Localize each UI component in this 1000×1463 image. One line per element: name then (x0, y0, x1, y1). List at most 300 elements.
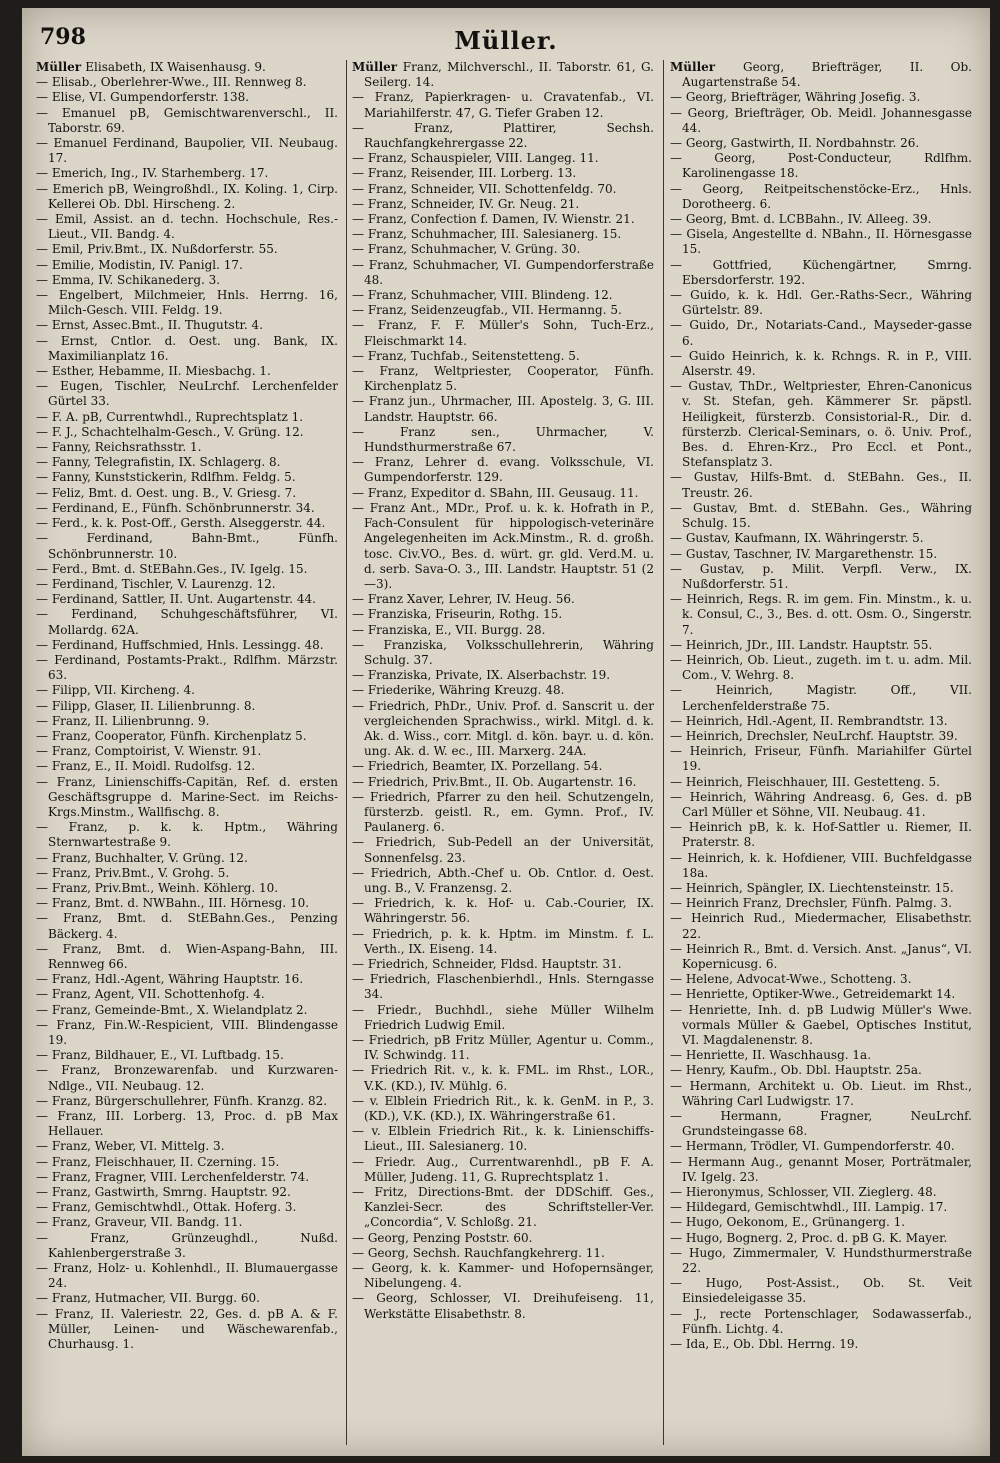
entry-text: — Franz, Fragner, VIII. Lerchenfelderstr. 74. (36, 1169, 310, 1184)
directory-entry (352, 60, 654, 90)
entry-surname: Müller (352, 60, 403, 74)
entry-text: — Emilie, Modistin, IV. Panigl. 17. (36, 257, 243, 272)
directory-entry (670, 349, 972, 379)
entry-text: — Hugo, Oekonom, E., Grünangerg. 1. (670, 1215, 906, 1230)
directory-entry (352, 1124, 654, 1154)
entry-text: — Franziska, E., VII. Burgg. 28. (352, 622, 546, 637)
directory-entry (352, 1246, 654, 1261)
directory-entry (352, 668, 654, 683)
directory-entry (36, 334, 338, 364)
entry-text: — Friedrich, Beamter, IX. Porzellang. 54. (352, 759, 603, 774)
entry-text: Elisabeth, IX Waisenhausg. 9. (85, 60, 266, 74)
entry-text: — Emanuel Ferdinand, Baupolier, VII. Neubaug. 17. (36, 136, 338, 166)
entry-text: — Franz, Priv.Bmt., V. Grohg. 5. (36, 865, 230, 880)
entry-text: — Heinrich Rud., Miedermacher, Elisabethstr. 22. (670, 911, 972, 941)
page-number: 798 (40, 24, 86, 50)
entry-text: — Heinrich, Regs. R. im gem. Fin. Minstm., k. u. k. Consul, C., 3., Bes. d. ott. Osm. O., Singerstr. 7. (670, 592, 972, 637)
entry-text: — Franziska, Friseurin, Rothg. 15. (352, 607, 563, 622)
entry-text: — Friedr., Buchhdl., siehe Müller Wilhelm Friedrich Ludwig Emil. (352, 1002, 654, 1032)
directory-entry (352, 151, 654, 166)
directory-entry (36, 516, 338, 531)
directory-entry (36, 744, 338, 759)
entry-text: — Georg, Schlosser, VI. Dreihufeiseng. 11, Werkstätte Elisabethstr. 8. (352, 1291, 654, 1321)
entry-text: — Franz, Plattirer, Sechsh. Rauchfangkehrergasse 22. (352, 120, 654, 151)
column-divider (346, 60, 347, 1445)
entry-text: — v. Elblein Friedrich Rit., k. k. GenM. in P., 3. (KD.), V.K. (KD.), IX. Währingerstraße 61. (352, 1093, 654, 1124)
directory-entry (670, 562, 972, 592)
directory-entry (36, 866, 338, 881)
entry-text: — Friedrich, Schneider, Fldsd. Hauptstr. 31. (352, 956, 622, 971)
entry-text: — Gustav, Kaufmann, IX. Währingerstr. 5. (670, 531, 924, 546)
directory-entry (36, 607, 338, 637)
entry-text: — Georg, Post-Conducteur, Rdlfhm. Karolinengasse 18. (670, 151, 972, 181)
directory-entry (36, 1185, 338, 1200)
directory-entry (352, 166, 654, 181)
entry-text: — Franz, Agent, VII. Schottenhofg. 4. (36, 987, 265, 1002)
entry-text: — Friederike, Währing Kreuzg. 48. (352, 683, 565, 698)
entry-text: — Friedrich, Abth.-Chef u. Ob. Cntlor. d. Oest. ung. B., V. Franzensg. 2. (352, 865, 654, 895)
directory-entry (36, 592, 338, 607)
entry-text: — Franz, Papierkragen- u. Cravatenfab., VI. Mariahilferstr. 47, G. Tiefer Graben 12. (352, 90, 654, 120)
entry-text: — Franz, Gastwirth, Smrng. Hauptstr. 92. (36, 1185, 291, 1200)
directory-entry (352, 242, 654, 257)
entry-text: — Franz, Cooperator, Fünfh. Kirchenplatz 5. (36, 728, 307, 743)
entry-text: — Franz, Linienschiffs-Capitän, Ref. d. ersten Geschäftsgruppe d. Marine-Sect. im Reichs-Krgs.Minstm., Wallfischg. 8. (36, 774, 338, 819)
directory-entry (36, 470, 338, 485)
directory-entry (670, 258, 972, 288)
entry-text: — Hugo, Bognerg. 2, Proc. d. pB G. K. Mayer. (670, 1230, 948, 1245)
entry-text: — Franz, p. k. k. Hptm., Währing Sternwartestraße 9. (36, 820, 338, 850)
entry-text: — Franz, Schuhmacher, VI. Gumpendorferstraße 48. (352, 257, 654, 287)
entry-text: — Franz, Schuhmacher, III. Salesianerg. 15. (352, 227, 622, 242)
directory-entry (352, 1155, 654, 1185)
directory-entry (670, 1231, 972, 1246)
entry-text: — Eugen, Tischler, NeuLrchf. Lerchenfelder Gürtel 33. (36, 379, 338, 409)
column-3 (670, 60, 972, 1448)
entry-text: — Heinrich, Drechsler, NeuLrchf. Hauptstr. 39. (670, 728, 958, 743)
entry-text: — Georg, Gastwirth, II. Nordbahnstr. 26. (670, 136, 920, 151)
directory-page (22, 8, 990, 1456)
directory-entry (352, 607, 654, 622)
directory-entry (36, 379, 338, 409)
entry-surname: Müller (670, 60, 743, 74)
directory-entry (352, 1033, 654, 1063)
directory-entry (670, 1307, 972, 1337)
directory-entry (670, 60, 972, 90)
directory-entry (670, 151, 972, 181)
entry-text: — Franz, Lehrer d. evang. Volksschule, VI. Gumpendorferstr. 129. (352, 455, 654, 485)
entry-text: — Hildegard, Gemischtwhdl., III. Lampig. 17. (670, 1200, 948, 1215)
entry-text: — Hermann, Fragner, NeuLrchf. Grundsteingasse 68. (670, 1109, 972, 1139)
entry-text: — Franz, Gemischtwhdl., Ottak. Hoferg. 3. (36, 1200, 297, 1215)
entry-text: — Gustav, Hilfs-Bmt. d. StEBahn. Ges., II. Treustr. 26. (670, 470, 972, 500)
directory-entry (670, 1079, 972, 1109)
directory-entry (352, 121, 654, 151)
entry-text: — Emanuel pB, Gemischtwarenverschl., II. Taborstr. 69. (36, 105, 338, 135)
entry-text: — Franz, Schneider, IV. Gr. Neug. 21. (352, 196, 580, 211)
directory-entry (352, 364, 654, 394)
entry-text: — Heinrich, Ob. Lieut., zugeth. im t. u. adm. Mil. Com., V. Wehrg. 8. (670, 652, 972, 683)
directory-entry (36, 759, 338, 774)
entry-text: — Hermann Aug., genannt Moser, Porträtmaler, IV. Igelg. 23. (670, 1154, 972, 1184)
directory-entry (670, 1276, 972, 1306)
directory-entry (36, 212, 338, 242)
entry-text: — Emerich pB, Weingroßhdl., IX. Koling. 1, Cirp. Kellerei Ob. Dbl. Hirscheng. 2. (36, 181, 338, 211)
entry-text: — Franz Ant., MDr., Prof. u. k. k. Hofrath in P., Fach-Consulent für hippologisch-veterinäre Angelegenheiten im Ack.Minstm., R. d. großh. tosc. Civ.VO., Bes. d. würt. gr. gld. Verd.M. u. d. serb. Sava-O. 3., III. Landstr. Hauptstr. 51 (2—3). (352, 500, 654, 591)
entry-text: — Franz, Holz- u. Kohlenhdl., II. Blumauergasse 24. (36, 1261, 338, 1291)
entry-text: — Franz, Seidenzeugfab., VII. Hermanng. 5. (352, 303, 622, 318)
directory-entry (36, 987, 338, 1002)
directory-entry (670, 972, 972, 987)
entry-text: — Franz, Bmt. d. NWBahn., III. Hörnesg. 10. (36, 896, 310, 911)
entry-text: — Hermann, Trödler, VI. Gumpendorferstr. 40. (670, 1139, 955, 1154)
directory-entry (670, 820, 972, 850)
entry-text: — Franz, Hutmacher, VII. Burgg. 60. (36, 1291, 260, 1306)
directory-entry (352, 349, 654, 364)
directory-entry (352, 699, 654, 760)
directory-entry (670, 547, 972, 562)
directory-entry (670, 1109, 972, 1139)
entry-text: — Franz, F. F. Müller's Sohn, Tuch-Erz., Fleischmarkt 14. (352, 318, 654, 348)
entry-text: — Heinrich, Magistr. Off., VII. Lerchenfelderstraße 75. (670, 683, 972, 713)
directory-entry (36, 486, 338, 501)
entry-text: — Fanny, Telegrafistin, IX. Schlagerg. 8. (36, 455, 281, 470)
directory-entry (352, 288, 654, 303)
entry-text: — Emil, Priv.Bmt., IX. Nußdorferstr. 55. (36, 242, 278, 257)
directory-entry (352, 227, 654, 242)
directory-entry (670, 470, 972, 500)
directory-entry (670, 90, 972, 105)
entry-text: — Franz sen., Uhrmacher, V. Hundsthurmerstraße 67. (352, 424, 654, 455)
entry-text: — Gottfried, Küchengärtner, Smrng. Ebersdorferstr. 192. (670, 257, 972, 287)
directory-entry (670, 851, 972, 881)
entry-text: — Ida, E., Ob. Dbl. Herrng. 19. (670, 1337, 859, 1352)
directory-entry (36, 775, 338, 821)
directory-entry (352, 759, 654, 774)
entry-text: — Heinrich, k. k. Hofdiener, VIII. Buchfeldgasse 18a. (670, 850, 972, 880)
entry-text: — Friedrich, Sub-Pedell an der Universität, Sonnenfelsg. 23. (352, 835, 654, 865)
directory-entry (670, 1200, 972, 1215)
directory-entry (36, 166, 338, 181)
directory-entry (36, 896, 338, 911)
directory-entry (36, 1291, 338, 1306)
entry-text: — Filipp, Glaser, II. Lilienbrunng. 8. (36, 698, 256, 713)
directory-entry (36, 75, 338, 90)
directory-entry (36, 1170, 338, 1185)
entry-text: — Georg, Penzing Poststr. 60. (352, 1230, 533, 1245)
directory-entry (352, 394, 654, 424)
directory-entry (670, 1185, 972, 1200)
directory-entry (36, 410, 338, 425)
entry-text: — Ferdinand, Bahn-Bmt., Fünfh. Schönbrunnerstr. 10. (36, 531, 338, 561)
directory-entry (670, 106, 972, 136)
entry-text: — Henriette, II. Waschhausg. 1a. (670, 1048, 872, 1063)
entry-text: — Franz, Schneider, VII. Schottenfeldg. 70. (352, 181, 617, 196)
directory-entry (352, 1003, 654, 1033)
entry-text: — Emma, IV. Schikanederg. 3. (36, 272, 221, 287)
directory-entry (670, 790, 972, 820)
directory-entry (352, 866, 654, 896)
entry-text: — Franz, Priv.Bmt., Weinh. Köhlerg. 10. (36, 880, 279, 895)
directory-entry (670, 987, 972, 1002)
directory-entry (670, 592, 972, 638)
directory-entry (36, 90, 338, 105)
directory-entry (670, 744, 972, 774)
entry-text: — Franz jun., Uhrmacher, III. Apostelg. 3, G. III. Landstr. Hauptstr. 66. (352, 394, 654, 424)
entry-text: — Elise, VI. Gumpendorferstr. 138. (36, 90, 250, 105)
directory-entry (352, 182, 654, 197)
directory-entry (352, 1291, 654, 1321)
directory-entry (352, 835, 654, 865)
entry-text: — Fritz, Directions-Bmt. der DDSchiff. Ges., Kanzlei-Secr. des Schriftsteller-Ver. „Concordia“, V. Schloßg. 21. (352, 1185, 654, 1230)
directory-entry (36, 273, 338, 288)
entry-text: — Friedrich, Pfarrer zu den heil. Schutzengeln, fürsterzb. geistl. R., em. Gymn. Prof., IV. Paulanerg. 6. (352, 789, 654, 835)
entry-text: — Friedr. Aug., Currentwarenhdl., pB F. A. Müller, Judeng. 11, G. Ruprechtsplatz 1. (352, 1154, 654, 1184)
directory-entry (670, 1246, 972, 1276)
entry-text: — Franz, Schuhmacher, VIII. Blindeng. 12. (352, 288, 613, 303)
entry-text: Franz, Milchverschl., II. Taborstr. 61, G. Seilerg. 14. (364, 60, 654, 90)
directory-entry (670, 653, 972, 683)
directory-entry (670, 212, 972, 227)
directory-entry (36, 440, 338, 455)
directory-entry (36, 851, 338, 866)
directory-entry (36, 577, 338, 592)
directory-entry (36, 1155, 338, 1170)
entry-text: — Friedrich, p. k. k. Hptm. im Minstm. f. L. Verth., IX. Eiseng. 14. (352, 926, 654, 956)
directory-entry (36, 106, 338, 136)
entry-text: — Franz Xaver, Lehrer, IV. Heug. 56. (352, 592, 575, 607)
directory-entry (670, 896, 972, 911)
entry-text: — Gustav, p. Milit. Verpfl. Verw., IX. Nußdorferstr. 51. (670, 561, 972, 591)
entry-text: — Engelbert, Milchmeier, Hnls. Herrng. 16, Milch-Gesch. VIII. Feldg. 19. (36, 288, 338, 318)
directory-entry (36, 699, 338, 714)
directory-entry (36, 1063, 338, 1093)
directory-entry (36, 242, 338, 257)
entry-text: — Filipp, VII. Kircheng. 4. (36, 683, 195, 698)
directory-entry (36, 1003, 338, 1018)
directory-entry (352, 425, 654, 455)
entry-text: — Guido Heinrich, k. k. Rchngs. R. in P., VIII. Alserstr. 49. (670, 348, 972, 379)
entry-text: — Franziska, Private, IX. Alserbachstr. 19. (352, 668, 611, 683)
directory-entry (352, 318, 654, 348)
directory-entry (352, 927, 654, 957)
entry-text: — Franz, E., II. Moidl. Rudolfsg. 12. (36, 759, 256, 774)
entry-text: — Franz, Gemeinde-Bmt., X. Wielandplatz 2. (36, 1002, 308, 1017)
entry-text: — Franz, Fleischhauer, II. Czerning. 15. (36, 1154, 280, 1169)
entry-text: — Franz, III. Lorberg. 13, Proc. d. pB Max Hellauer. (36, 1109, 338, 1139)
directory-entry (352, 303, 654, 318)
entry-text: — Franz, Bronzewarenfab. und Kurzwaren-Ndlge., VII. Neubaug. 12. (36, 1063, 338, 1093)
directory-entry (36, 714, 338, 729)
directory-entry (36, 1200, 338, 1215)
entry-text: — Georg, Briefträger, Ob. Meidl. Johannesgasse 44. (670, 105, 972, 135)
entry-text: — F. A. pB, Currentwhdl., Ruprechtsplatz 1. (36, 409, 304, 424)
running-head: Müller. (454, 26, 558, 55)
entry-text: — Franz, II. Lilienbrunng. 9. (36, 713, 210, 728)
entry-text: — Hieronymus, Schlosser, VII. Zieglerg. 48. (670, 1185, 937, 1200)
directory-entry (352, 790, 654, 836)
directory-entry (36, 562, 338, 577)
directory-entry (36, 1018, 338, 1048)
entry-text: — Gustav, ThDr., Weltpriester, Ehren-Canonicus v. St. Stefan, geh. Kämmerer Sr. päpstl. Heiligkeit, fürsterzb. Consistorial-R., Dir. d. fürsterzb. Clerical-Seminars, o. ö. Univ. Prof., Bes. d. Ehren-Krz., Pro Eccl. et Pont., Stefansplatz 3. (670, 379, 972, 470)
entry-text: — F. J., Schachtelhalm-Gesch., V. Grüng. 12. (36, 424, 304, 439)
entry-text: — Franz, Weber, VI. Mittelg. 3. (36, 1139, 225, 1154)
directory-entry (36, 911, 338, 941)
entry-text: — Franz, Hdl.-Agent, Währing Hauptstr. 16. (36, 972, 304, 987)
entry-text: — Ernst, Cntlor. d. Oest. ung. Bank, IX. Maximilianplatz 16. (36, 333, 338, 363)
directory-entry (670, 638, 972, 653)
entry-text: — Franz, Graveur, VII. Bandg. 11. (36, 1215, 243, 1230)
entry-text: — Friedrich, Priv.Bmt., II. Ob. Augartenstr. 16. (352, 774, 637, 789)
entry-text: — Franz, Bmt. d. StEBahn.Ges., Penzing Bäckerg. 4. (36, 911, 338, 941)
directory-entry (36, 501, 338, 516)
directory-entry (36, 258, 338, 273)
entry-text: — Franz, Weltpriester, Cooperator, Fünfh. Kirchenplatz 5. (352, 364, 654, 394)
directory-entry (36, 1231, 338, 1261)
directory-entry (352, 258, 654, 288)
directory-entry (352, 212, 654, 227)
directory-entry (352, 592, 654, 607)
directory-entry (670, 1337, 972, 1352)
entry-text: — Friedrich, PhDr., Univ. Prof. d. Sanscrit u. der vergleichenden Sprachwiss., wirkl. Mitgl. d. k. Ak. d. Wiss., corr. Mitgl. d. kön. bayr. u. d. kön. ung. Ak. d. W. ec., III. Marxerg. 24A. (352, 698, 654, 759)
entry-text: — Heinrich, Friseur, Fünfh. Mariahilfer Gürtel 19. (670, 744, 972, 774)
directory-entry (352, 1063, 654, 1093)
directory-entry (352, 1231, 654, 1246)
entry-text: — Friedrich, pB Fritz Müller, Agentur u. Comm., IV. Schwindg. 11. (352, 1033, 654, 1063)
directory-entry (36, 729, 338, 744)
entry-text: — Franz, Expeditor d. SBahn, III. Geusaug. 11. (352, 485, 639, 500)
directory-entry (36, 1139, 338, 1154)
entry-text: — Franz, Schuhmacher, V. Grüng. 30. (352, 242, 581, 257)
entry-text: Georg, Briefträger, II. Ob. Augartenstraße 54. (682, 60, 972, 90)
entry-text: — J., recte Portenschlager, Sodawasserfab., Fünfh. Lichtg. 4. (670, 1306, 972, 1336)
directory-entry (36, 1215, 338, 1230)
directory-entry (36, 881, 338, 896)
entry-text: — Henry, Kaufm., Ob. Dbl. Hauptstr. 25a. (670, 1063, 922, 1078)
directory-entry (352, 683, 654, 698)
directory-entry (36, 1261, 338, 1291)
entry-text: — Ferd., Bmt. d. StEBahn.Ges., IV. Igelg. 15. (36, 561, 308, 576)
directory-entry (36, 1048, 338, 1063)
directory-entry (670, 379, 972, 470)
entry-text: — Friedrich, k. k. Hof- u. Cab.-Courier, IX. Währingerstr. 56. (352, 896, 654, 926)
entry-text: — Franz, Confection f. Damen, IV. Wienstr. 21. (352, 212, 635, 227)
entry-text: — Franz, II. Valeriestr. 22, Ges. d. pB A. & F. Müller, Leinen- und Wäschewarenfab., Churhausg. 1. (36, 1306, 338, 1352)
entry-text: — Ernst, Assec.Bmt., II. Thugutstr. 4. (36, 318, 264, 333)
entry-text: — Ferdinand, Postamts-Prakt., Rdlfhm. Märzstr. 63. (36, 652, 338, 683)
entry-text: — Georg, Briefträger, Währing Josefig. 3. (670, 90, 921, 105)
entry-text: — Georg, Reitpeitschenstöcke-Erz., Hnls. Dorotheerg. 6. (670, 181, 972, 211)
directory-entry (36, 531, 338, 561)
entry-text: — v. Elblein Friedrich Rit., k. k. Linienschiffs-Lieut., III. Salesianerg. 10. (352, 1124, 654, 1154)
entry-text: — Franz, Buchhalter, V. Grüng. 12. (36, 850, 248, 865)
entry-text: — Heinrich, Hdl.-Agent, II. Rembrandtstr. 13. (670, 713, 948, 728)
directory-entry (670, 1155, 972, 1185)
entry-text: — Franz, Comptoirist, V. Wienstr. 91. (36, 744, 262, 759)
entry-text: — Elisab., Oberlehrer-Wwe., III. Rennweg 8. (36, 75, 307, 90)
entry-text: — Heinrich, Währing Andreasg. 6, Ges. d. pB Carl Müller et Söhne, VII. Neubaug. 41. (670, 789, 972, 819)
entry-text: — Emerich, Ing., IV. Starhemberg. 17. (36, 166, 269, 181)
directory-entry (36, 455, 338, 470)
entry-text: — Gustav, Bmt. d. StEBahn. Ges., Währing Schulg. 15. (670, 500, 972, 531)
directory-entry (36, 1109, 338, 1139)
entry-text: — Franz, Bürgerschullehrer, Fünfh. Kranzg. 82. (36, 1093, 328, 1108)
page-header (22, 18, 990, 58)
entry-text: — Ferdinand, E., Fünfh. Schönbrunnerstr. 34. (36, 500, 315, 515)
directory-entry (670, 501, 972, 531)
directory-entry (36, 364, 338, 379)
entry-text: — Franz, Fin.W.-Respicient, VIII. Blindengasse 19. (36, 1017, 338, 1047)
directory-entry (352, 623, 654, 638)
entry-text: — Henriette, Inh. d. pB Ludwig Müller's Wwe. vormals Müller & Gaebel, Optisches Institut, VI. Magdalenenstr. 8. (670, 1002, 972, 1047)
directory-entry (36, 653, 338, 683)
entry-text: — Guido, k. k. Hdl. Ger.-Raths-Secr., Währing Gürtelstr. 89. (670, 288, 972, 318)
directory-entry (352, 486, 654, 501)
directory-entry (352, 197, 654, 212)
directory-entry (352, 1261, 654, 1291)
directory-entry (36, 942, 338, 972)
directory-entry (352, 455, 654, 485)
entry-text: — Franz, Tuchfab., Seitenstetteng. 5. (352, 348, 580, 363)
directory-entry (670, 942, 972, 972)
directory-entry (36, 1094, 338, 1109)
directory-entry (352, 90, 654, 120)
directory-entry (352, 1094, 654, 1124)
entry-text: — Heinrich Franz, Drechsler, Fünfh. Palmg. 3. (670, 896, 952, 911)
directory-entry (670, 318, 972, 348)
directory-entry (670, 683, 972, 713)
entry-text: — Esther, Hebamme, II. Miesbachg. 1. (36, 364, 271, 379)
directory-entry (36, 425, 338, 440)
entry-text: — Helene, Advocat-Wwe., Schotteng. 3. (670, 972, 912, 987)
entry-text: — Hugo, Post-Assist., Ob. St. Veit Einsiedeleigasse 35. (670, 1276, 972, 1306)
directory-entry (36, 820, 338, 850)
entry-text: — Franz, Reisender, III. Lorberg. 13. (352, 166, 577, 181)
directory-entry (670, 531, 972, 546)
entry-text: — Ferdinand, Sattler, II. Unt. Augartenstr. 44. (36, 592, 316, 607)
directory-entry (36, 638, 338, 653)
directory-entry (36, 288, 338, 318)
entry-text: — Heinrich pB, k. k. Hof-Sattler u. Riemer, II. Praterstr. 8. (670, 820, 972, 850)
directory-entry (36, 182, 338, 212)
entry-text: — Hermann, Architekt u. Ob. Lieut. im Rhst., Währing Carl Ludwigstr. 17. (670, 1078, 972, 1108)
entry-text: — Heinrich R., Bmt. d. Versich. Anst. „Janus“, VI. Kopernicusg. 6. (670, 941, 972, 971)
directory-entry (670, 136, 972, 151)
directory-entry (352, 638, 654, 668)
entry-text: — Ferdinand, Huffschmied, Hnls. Lessingg. 48. (36, 637, 324, 652)
entry-text: — Fanny, Reichsrathsstr. 1. (36, 440, 202, 455)
entry-text: — Franziska, Volksschullehrerin, Währing Schulg. 37. (352, 637, 654, 667)
column-divider (663, 60, 664, 1445)
directory-entry (670, 1215, 972, 1230)
entry-text: — Franz, Bildhauer, E., VI. Luftbadg. 15. (36, 1048, 284, 1063)
directory-entry (670, 1063, 972, 1078)
entry-text: — Friedrich Rit. v., k. k. FML. im Rhst., LOR., V.K. (KD.), IV. Mühlg. 6. (352, 1063, 654, 1093)
entry-text: — Georg, Bmt. d. LCBBahn., IV. Alleeg. 39. (670, 212, 932, 227)
directory-entry (352, 896, 654, 926)
directory-entry (670, 288, 972, 318)
entry-text: — Guido, Dr., Notariats-Cand., Mayseder-gasse 6. (670, 318, 972, 348)
entry-text: — Heinrich, Fleischhauer, III. Gestetteng. 5. (670, 774, 940, 789)
entry-surname: Müller (36, 60, 86, 74)
column-1 (36, 60, 338, 1448)
entry-text: — Heinrich, JDr., III. Landstr. Hauptstr. 55. (670, 637, 933, 652)
entry-text: — Georg, Sechsh. Rauchfangkehrerg. 11. (352, 1245, 605, 1260)
entry-text: — Emil, Assist. an d. techn. Hochschule, Res.-Lieut., VII. Bandg. 4. (36, 212, 338, 242)
directory-entry (352, 775, 654, 790)
entry-text: — Franz, Bmt. d. Wien-Aspang-Bahn, III. Rennweg 66. (36, 941, 338, 971)
directory-entry (670, 1003, 972, 1049)
